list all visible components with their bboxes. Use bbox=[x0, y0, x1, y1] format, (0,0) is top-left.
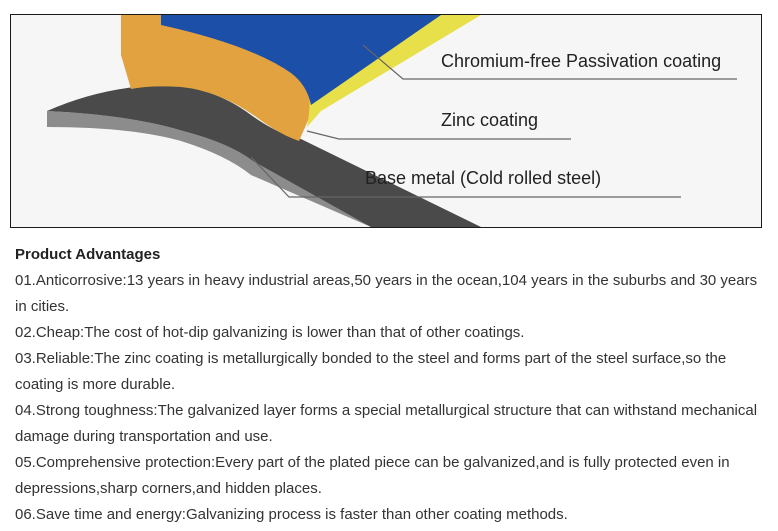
label-zinc-coating: Zinc coating bbox=[441, 110, 539, 130]
advantage-item: 02.Cheap:The cost of hot-dip galvanizing is lower than that of other coatings. bbox=[15, 324, 525, 341]
advantage-item: 05.Comprehensive protection:Every part of the plated piece can be galvanized,and is fully protected even in depressions,sharp corners,and hidden places. bbox=[15, 454, 730, 497]
leader-line-zinc bbox=[307, 131, 571, 139]
advantage-item: 06.Save time and energy:Galvanizing process is faster than other coating methods. bbox=[15, 506, 568, 523]
section-heading: Product Advantages bbox=[15, 246, 161, 263]
label-passivation-coating: Chromium-free Passivation coating bbox=[441, 51, 722, 71]
coating-layers-diagram bbox=[10, 14, 762, 228]
advantage-item: 03.Reliable:The zinc coating is metallurgically bonded to the steel and forms part of the steel surface,so the coating is more durable. bbox=[15, 350, 727, 393]
product-advantages-section bbox=[15, 242, 765, 528]
advantage-item: 01.Anticorrosive:13 years in heavy industrial areas,50 years in the ocean,104 years in the suburbs and 30 years in cities. bbox=[15, 272, 758, 315]
advantage-item: 04.Strong toughness:The galvanized layer forms a special metallurgical structure that can withstand mechanical damage during transportation and use. bbox=[15, 402, 758, 445]
label-base-metal: Base metal (Cold rolled steel) bbox=[365, 168, 602, 188]
layers-illustration bbox=[11, 15, 761, 227]
